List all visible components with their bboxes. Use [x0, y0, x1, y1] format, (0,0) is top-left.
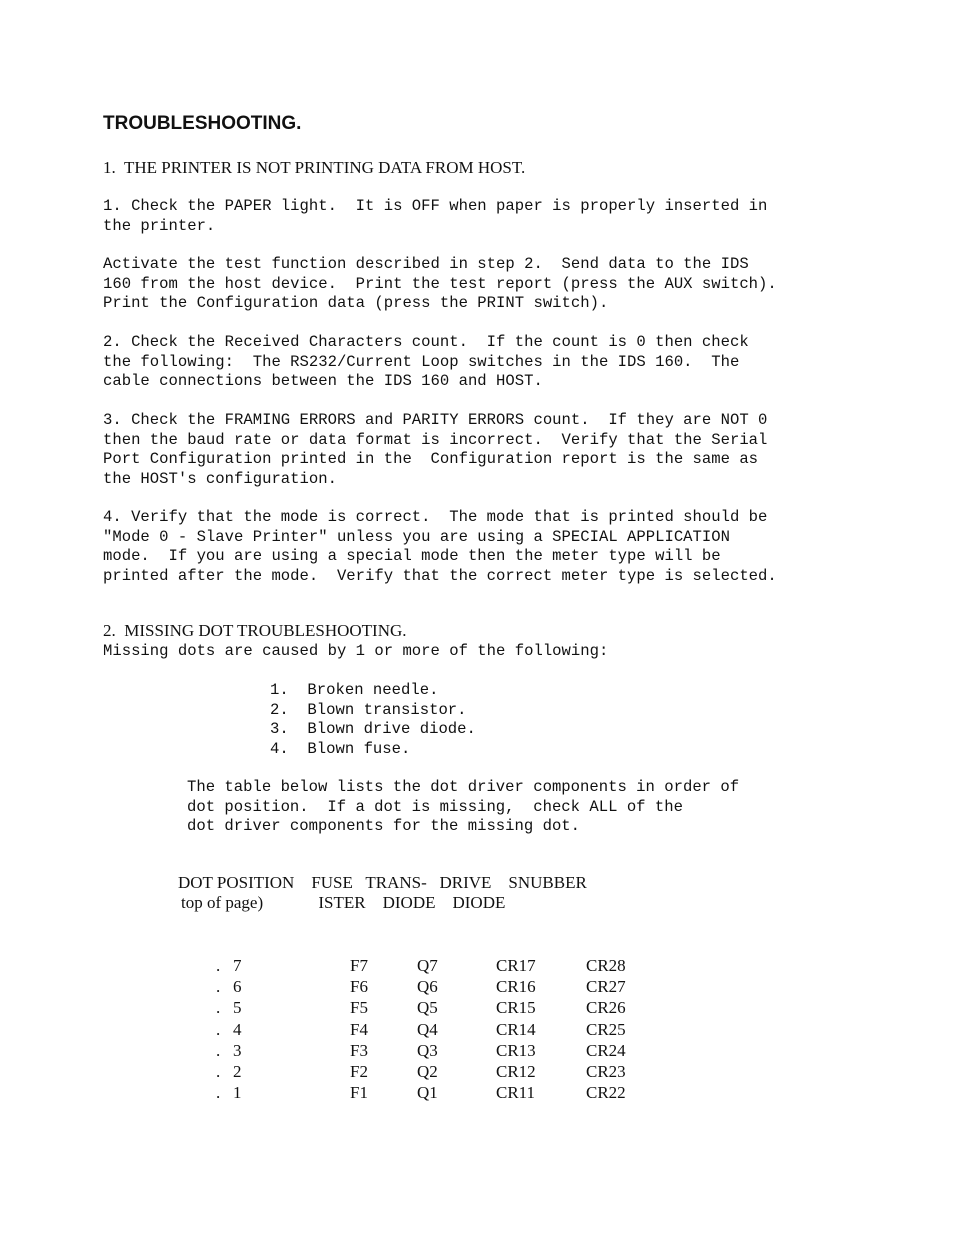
cause-list-item: 3. Blown drive diode. — [270, 720, 476, 738]
drive-diode-cell: CR11 — [496, 1083, 536, 1102]
snubber-diode-cell: CR27 — [586, 977, 626, 996]
fuse-cell: F2 — [350, 1062, 368, 1081]
section-1-paragraph-5: 4. Verify that the mode is correct. The mode that is printed should be "Mode 0 - Slave Printer" unless you are using a SPECIAL APPLICATION mode. If you are using a special mode then the meter type will be printed after the mode. Verify that the correct meter type is selected. — [103, 508, 777, 585]
drive-diode-cell: CR12 — [496, 1062, 536, 1081]
section-2-heading: 2. MISSING DOT TROUBLESHOOTING. — [103, 621, 407, 640]
table-row — [0, 977, 954, 998]
fuse-cell: F7 — [350, 956, 368, 975]
dot-position-cell: . 3 — [216, 1041, 242, 1060]
table-row — [0, 998, 954, 1019]
table-header-line-1: DOT POSITION FUSE TRANS- DRIVE SNUBBER — [178, 873, 587, 892]
table-row — [0, 1020, 954, 1041]
table-row — [0, 1041, 954, 1062]
snubber-diode-cell: CR22 — [586, 1083, 626, 1102]
cause-list-item: 1. Broken needle. — [270, 681, 439, 699]
transistor-cell: Q7 — [417, 956, 438, 975]
transistor-cell: Q5 — [417, 998, 438, 1017]
cause-list-item: 4. Blown fuse. — [270, 740, 411, 758]
fuse-cell: F4 — [350, 1020, 368, 1039]
dot-position-cell: . 5 — [216, 998, 242, 1017]
dot-position-cell: . 4 — [216, 1020, 242, 1039]
transistor-cell: Q3 — [417, 1041, 438, 1060]
transistor-cell: Q4 — [417, 1020, 438, 1039]
fuse-cell: F5 — [350, 998, 368, 1017]
snubber-diode-cell: CR23 — [586, 1062, 626, 1081]
snubber-diode-cell: CR28 — [586, 956, 626, 975]
table-row — [0, 1083, 954, 1104]
table-row — [0, 1062, 954, 1083]
transistor-cell: Q1 — [417, 1083, 438, 1102]
fuse-cell: F1 — [350, 1083, 368, 1102]
snubber-diode-cell: CR26 — [586, 998, 626, 1017]
drive-diode-cell: CR14 — [496, 1020, 536, 1039]
section-1-paragraph-2: Activate the test function described in step 2. Send data to the IDS 160 from the host device. Print the test report (press the AUX switch). Print the Configuration data (press the PRINT switch). — [103, 255, 777, 312]
drive-diode-cell: CR16 — [496, 977, 536, 996]
table-row — [0, 956, 954, 977]
dot-position-cell: . 2 — [216, 1062, 242, 1081]
section-1-heading: 1. THE PRINTER IS NOT PRINTING DATA FROM HOST. — [103, 158, 526, 177]
fuse-cell: F6 — [350, 977, 368, 996]
drive-diode-cell: CR17 — [496, 956, 536, 975]
transistor-cell: Q2 — [417, 1062, 438, 1081]
drive-diode-cell: CR13 — [496, 1041, 536, 1060]
drive-diode-cell: CR15 — [496, 998, 536, 1017]
section-1-paragraph-1: 1. Check the PAPER light. It is OFF when paper is properly inserted in the printer. — [103, 197, 768, 235]
dot-position-cell: . 6 — [216, 977, 242, 996]
fuse-cell: F3 — [350, 1041, 368, 1060]
transistor-cell: Q6 — [417, 977, 438, 996]
section-1-paragraph-4: 3. Check the FRAMING ERRORS and PARITY ERRORS count. If they are NOT 0 then the baud rate or data format is incorrect. Verify that the Serial Port Configuration printed in the Configuration report is the same as the HOST's configuration. — [103, 411, 768, 488]
dot-position-cell: . 7 — [216, 956, 242, 975]
snubber-diode-cell: CR24 — [586, 1041, 626, 1060]
table-note: The table below lists the dot driver components in order of dot position. If a dot is missing, check ALL of the dot driver components for the missing dot. — [187, 778, 740, 835]
snubber-diode-cell: CR25 — [586, 1020, 626, 1039]
section-1-paragraph-3: 2. Check the Received Characters count. If the count is 0 then check the following: The RS232/Current Loop switches in the IDS 160. The cable connections between the IDS 160 and HOST. — [103, 333, 749, 390]
cause-list-item: 2. Blown transistor. — [270, 701, 467, 719]
page-title: TROUBLESHOOTING. — [103, 113, 302, 134]
table-header-line-2: top of page) ISTER DIODE DIODE — [181, 893, 506, 912]
section-2-intro: Missing dots are caused by 1 or more of the following: — [103, 642, 609, 660]
dot-position-cell: . 1 — [216, 1083, 242, 1102]
